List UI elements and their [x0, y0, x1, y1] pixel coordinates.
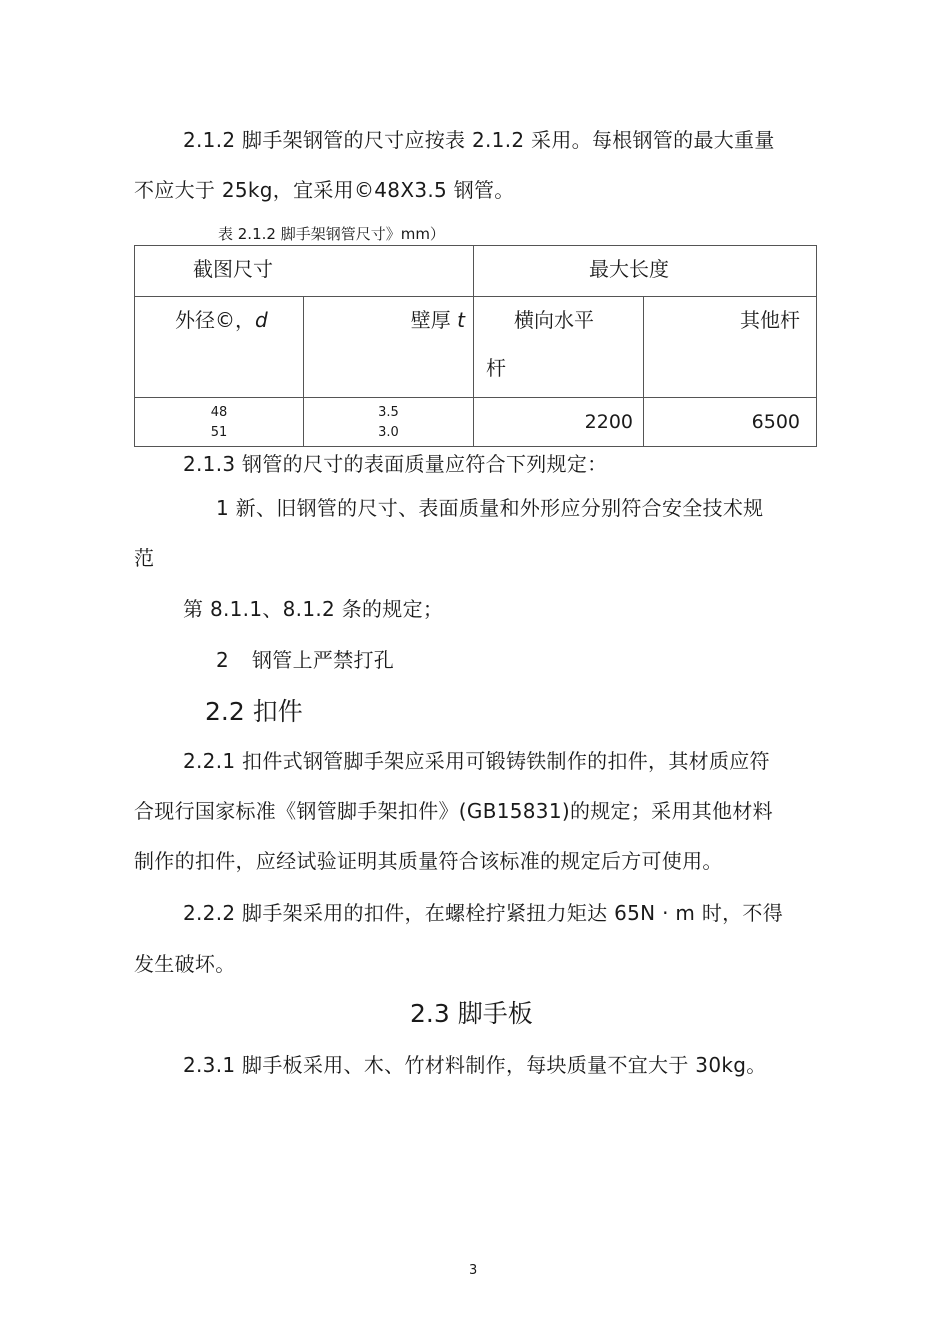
item2-number: 2 [216, 648, 230, 672]
value-outer-48: 48 [210, 405, 228, 420]
col-other-bar: 其他杆 [740, 308, 800, 332]
table-subheader-row [135, 297, 817, 398]
col-transverse-bar-cell [474, 297, 644, 398]
item1-line3: 第 8.1.1、8.1.2 条的规定； [183, 597, 444, 621]
item1-line1: 1 新、旧钢管的尺寸、表面质量和外形应分别符合安全技术规 [216, 496, 764, 520]
heading-2-2: 2.2 扣件 [205, 697, 303, 726]
col-transverse-bar-line1: 横向水平 [514, 308, 594, 332]
item1-line2: 范 [134, 546, 155, 570]
col-wall-thickness: 壁厚 [410, 308, 451, 332]
table-data-row [135, 398, 817, 447]
cell-transverse-length [474, 398, 644, 447]
para-222-line1: 2.2.2 脚手架采用的扣件，在螺栓拧紧扭力矩达 65N · m 时，不得 [183, 901, 784, 925]
col-wall-thickness-var: t [457, 308, 465, 332]
value-wall-3-5: 3.5 [378, 405, 399, 420]
cell-outer-diameter [135, 398, 304, 447]
value-other-length: 6500 [751, 411, 800, 433]
para-221-line3: 制作的扣件，应经试验证明其质量符合该标准的规定后方可使用。 [134, 849, 723, 873]
col-outer-diameter-cell [135, 297, 304, 398]
pipe-size-table [134, 245, 817, 447]
header-section-size-cell [135, 246, 474, 297]
header-max-length-cell [474, 246, 817, 297]
col-outer-diameter-var: d [255, 308, 268, 332]
item2-text: 钢管上严禁打孔 [252, 648, 395, 672]
header-max-length: 最大长度 [589, 257, 669, 281]
cell-other-length [644, 398, 817, 447]
cell-wall-thickness [304, 398, 474, 447]
para-212-line2: 不应大于 25kg，宜采用©48X3.5 钢管。 [134, 178, 515, 202]
table-header-row [135, 246, 817, 297]
page-number: 3 [469, 1263, 478, 1278]
col-other-bar-cell [644, 297, 817, 398]
para-231-line1: 2.3.1 脚手板采用、木、竹材料制作，每块质量不宜大于 30kg。 [183, 1053, 767, 1077]
para-221-line2: 合现行国家标准《钢管脚手架扣件》(GB15831)的规定；采用其他材料 [134, 799, 773, 823]
para-212-line1: 2.1.2 脚手架钢管的尺寸应按表 2.1.2 采用。每根钢管的最大重量 [183, 128, 775, 152]
para-213-line1: 2.1.3 钢管的尺寸的表面质量应符合下列规定： [183, 452, 608, 476]
para-221-line1: 2.2.1 扣件式钢管脚手架应采用可锻铸铁制作的扣件，其材质应符 [183, 749, 770, 773]
header-section-size: 截图尺寸 [193, 257, 273, 281]
value-outer-51: 51 [210, 425, 228, 440]
value-transverse-length: 2200 [584, 411, 633, 433]
para-222-line2: 发生破坏。 [134, 952, 236, 976]
heading-2-3: 2.3 脚手板 [410, 999, 533, 1028]
col-wall-thickness-cell [304, 297, 474, 398]
table-caption: 表 2.1.2 脚手架钢管尺寸》mm） [218, 225, 445, 243]
col-transverse-bar-line2: 杆 [486, 356, 506, 380]
col-outer-diameter: 外径©， [175, 308, 255, 332]
value-wall-3-0: 3.0 [378, 425, 399, 440]
